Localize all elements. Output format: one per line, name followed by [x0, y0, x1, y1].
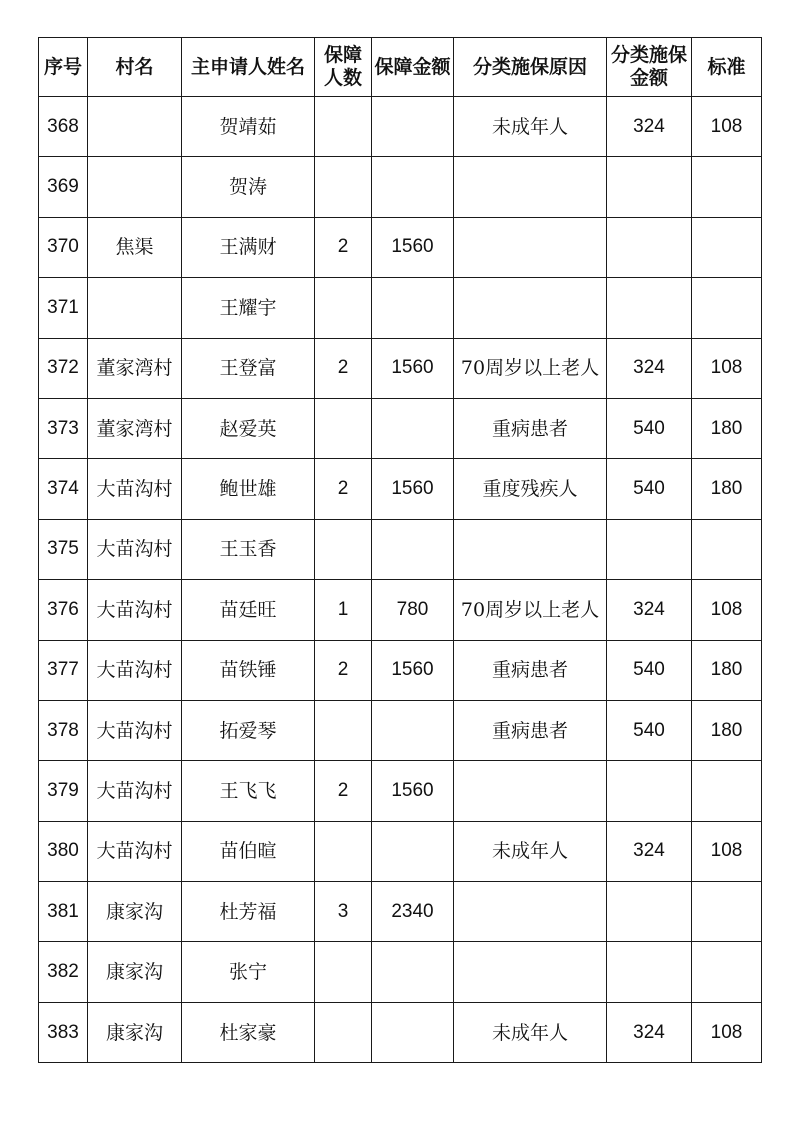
category-reason-cell	[454, 942, 607, 1002]
village-name-cell: 董家湾村	[88, 398, 182, 458]
table-row	[39, 217, 762, 277]
table-row	[39, 519, 762, 579]
serial-no-cell: 368	[39, 97, 88, 157]
category-amount-cell: 324	[607, 1002, 692, 1062]
applicant-name-cell: 贺靖茹	[182, 97, 315, 157]
applicant-name-cell: 王满财	[182, 217, 315, 277]
category-reason-cell: 70周岁以上老人	[454, 338, 607, 398]
covered-persons-cell: 2	[315, 640, 372, 700]
table-row	[39, 278, 762, 338]
table-row	[39, 821, 762, 881]
serial-no-cell: 370	[39, 217, 88, 277]
category-amount-cell: 540	[607, 640, 692, 700]
applicant-name-cell: 杜芳福	[182, 882, 315, 942]
category-reason-cell: 重度残疾人	[454, 459, 607, 519]
village-name-cell: 大苗沟村	[88, 580, 182, 640]
serial-no-cell: 376	[39, 580, 88, 640]
applicant-name-cell: 拓爱琴	[182, 700, 315, 760]
benefit-amount-cell: 1560	[372, 459, 454, 519]
covered-persons-cell	[315, 942, 372, 1002]
table-row	[39, 882, 762, 942]
village-name-cell	[88, 278, 182, 338]
category-amount-cell	[607, 157, 692, 217]
benefit-amount-cell: 2340	[372, 882, 454, 942]
category-amount-cell: 540	[607, 700, 692, 760]
standard-cell	[692, 882, 762, 942]
serial-no-cell: 377	[39, 640, 88, 700]
applicant-name-cell: 杜家豪	[182, 1002, 315, 1062]
village-name-cell: 董家湾村	[88, 338, 182, 398]
table-row	[39, 580, 762, 640]
category-reason-cell: 未成年人	[454, 1002, 607, 1062]
category-amount-cell	[607, 519, 692, 579]
table-row	[39, 97, 762, 157]
standard-cell	[692, 278, 762, 338]
village-name-cell: 大苗沟村	[88, 761, 182, 821]
category-amount-cell: 324	[607, 97, 692, 157]
category-amount-cell: 324	[607, 580, 692, 640]
applicant-name-cell: 张宁	[182, 942, 315, 1002]
benefit-amount-cell	[372, 97, 454, 157]
standard-cell: 180	[692, 459, 762, 519]
category-amount-cell: 324	[607, 338, 692, 398]
serial-no-cell: 378	[39, 700, 88, 760]
table-row	[39, 459, 762, 519]
header-serial-no: 序号	[39, 38, 88, 97]
category-amount-cell	[607, 278, 692, 338]
benefit-amount-cell	[372, 519, 454, 579]
category-reason-cell: 重病患者	[454, 640, 607, 700]
category-reason-cell: 重病患者	[454, 700, 607, 760]
covered-persons-cell	[315, 398, 372, 458]
village-name-cell: 焦渠	[88, 217, 182, 277]
category-amount-cell	[607, 761, 692, 821]
benefit-amount-cell	[372, 398, 454, 458]
header-category-reason: 分类施保原因	[454, 38, 607, 97]
standard-cell	[692, 217, 762, 277]
benefit-amount-cell	[372, 821, 454, 881]
village-name-cell: 大苗沟村	[88, 459, 182, 519]
standard-cell: 180	[692, 640, 762, 700]
covered-persons-cell: 1	[315, 580, 372, 640]
benefit-amount-cell: 1560	[372, 640, 454, 700]
serial-no-cell: 371	[39, 278, 88, 338]
village-name-cell: 康家沟	[88, 1002, 182, 1062]
village-name-cell: 大苗沟村	[88, 821, 182, 881]
applicant-name-cell: 苗廷旺	[182, 580, 315, 640]
benefit-amount-cell	[372, 278, 454, 338]
applicant-name-cell: 赵爱英	[182, 398, 315, 458]
serial-no-cell: 374	[39, 459, 88, 519]
header-applicant-name: 主申请人姓名	[182, 38, 315, 97]
category-amount-cell	[607, 217, 692, 277]
category-amount-cell	[607, 882, 692, 942]
benefit-amount-cell: 1560	[372, 761, 454, 821]
header-category-amount: 分类施保金额	[607, 38, 692, 97]
benefit-amount-cell	[372, 942, 454, 1002]
applicant-name-cell: 王飞飞	[182, 761, 315, 821]
benefit-amount-cell	[372, 700, 454, 760]
serial-no-cell: 375	[39, 519, 88, 579]
benefit-amount-cell: 1560	[372, 217, 454, 277]
serial-no-cell: 369	[39, 157, 88, 217]
applicant-name-cell: 苗铁锤	[182, 640, 315, 700]
covered-persons-cell: 2	[315, 459, 372, 519]
category-reason-cell: 70周岁以上老人	[454, 580, 607, 640]
covered-persons-cell: 2	[315, 217, 372, 277]
benefit-amount-cell	[372, 157, 454, 217]
serial-no-cell: 380	[39, 821, 88, 881]
standard-cell	[692, 761, 762, 821]
applicant-name-cell: 贺涛	[182, 157, 315, 217]
table-row	[39, 640, 762, 700]
header-standard: 标准	[692, 38, 762, 97]
covered-persons-cell: 2	[315, 761, 372, 821]
serial-no-cell: 383	[39, 1002, 88, 1062]
village-name-cell	[88, 157, 182, 217]
category-amount-cell: 540	[607, 398, 692, 458]
standard-cell: 180	[692, 700, 762, 760]
header-village-name: 村名	[88, 38, 182, 97]
standard-cell: 108	[692, 580, 762, 640]
table-row	[39, 338, 762, 398]
standard-cell	[692, 157, 762, 217]
village-name-cell: 康家沟	[88, 882, 182, 942]
category-reason-cell	[454, 761, 607, 821]
category-reason-cell	[454, 278, 607, 338]
covered-persons-cell: 2	[315, 338, 372, 398]
serial-no-cell: 381	[39, 882, 88, 942]
standard-cell: 108	[692, 1002, 762, 1062]
category-reason-cell: 未成年人	[454, 97, 607, 157]
applicant-name-cell: 王玉香	[182, 519, 315, 579]
table-body	[39, 97, 762, 1063]
table-row	[39, 398, 762, 458]
serial-no-cell: 373	[39, 398, 88, 458]
category-reason-cell: 重病患者	[454, 398, 607, 458]
village-name-cell: 大苗沟村	[88, 700, 182, 760]
header-covered-persons: 保障人数	[315, 38, 372, 97]
standard-cell: 108	[692, 821, 762, 881]
relief-roster-table	[38, 37, 762, 1063]
covered-persons-cell	[315, 821, 372, 881]
header-benefit-amount: 保障金额	[372, 38, 454, 97]
benefit-amount-cell: 1560	[372, 338, 454, 398]
covered-persons-cell	[315, 700, 372, 760]
covered-persons-cell: 3	[315, 882, 372, 942]
village-name-cell	[88, 97, 182, 157]
category-reason-cell	[454, 217, 607, 277]
standard-cell	[692, 519, 762, 579]
applicant-name-cell: 王登富	[182, 338, 315, 398]
category-reason-cell	[454, 519, 607, 579]
category-reason-cell	[454, 882, 607, 942]
table-header	[39, 38, 762, 97]
village-name-cell: 大苗沟村	[88, 640, 182, 700]
benefit-amount-cell	[372, 1002, 454, 1062]
covered-persons-cell	[315, 157, 372, 217]
category-amount-cell	[607, 942, 692, 1002]
category-amount-cell: 324	[607, 821, 692, 881]
covered-persons-cell	[315, 278, 372, 338]
serial-no-cell: 379	[39, 761, 88, 821]
table-row	[39, 942, 762, 1002]
table-row	[39, 157, 762, 217]
covered-persons-cell	[315, 97, 372, 157]
standard-cell: 180	[692, 398, 762, 458]
table-row	[39, 761, 762, 821]
serial-no-cell: 382	[39, 942, 88, 1002]
applicant-name-cell: 苗伯暄	[182, 821, 315, 881]
standard-cell: 108	[692, 97, 762, 157]
covered-persons-cell	[315, 519, 372, 579]
serial-no-cell: 372	[39, 338, 88, 398]
category-reason-cell	[454, 157, 607, 217]
category-amount-cell: 540	[607, 459, 692, 519]
village-name-cell: 大苗沟村	[88, 519, 182, 579]
applicant-name-cell: 鲍世雄	[182, 459, 315, 519]
table-row	[39, 700, 762, 760]
benefit-amount-cell: 780	[372, 580, 454, 640]
standard-cell	[692, 942, 762, 1002]
village-name-cell: 康家沟	[88, 942, 182, 1002]
applicant-name-cell: 王耀宇	[182, 278, 315, 338]
header-row	[39, 38, 762, 97]
table-row	[39, 1002, 762, 1062]
category-reason-cell: 未成年人	[454, 821, 607, 881]
standard-cell: 108	[692, 338, 762, 398]
covered-persons-cell	[315, 1002, 372, 1062]
